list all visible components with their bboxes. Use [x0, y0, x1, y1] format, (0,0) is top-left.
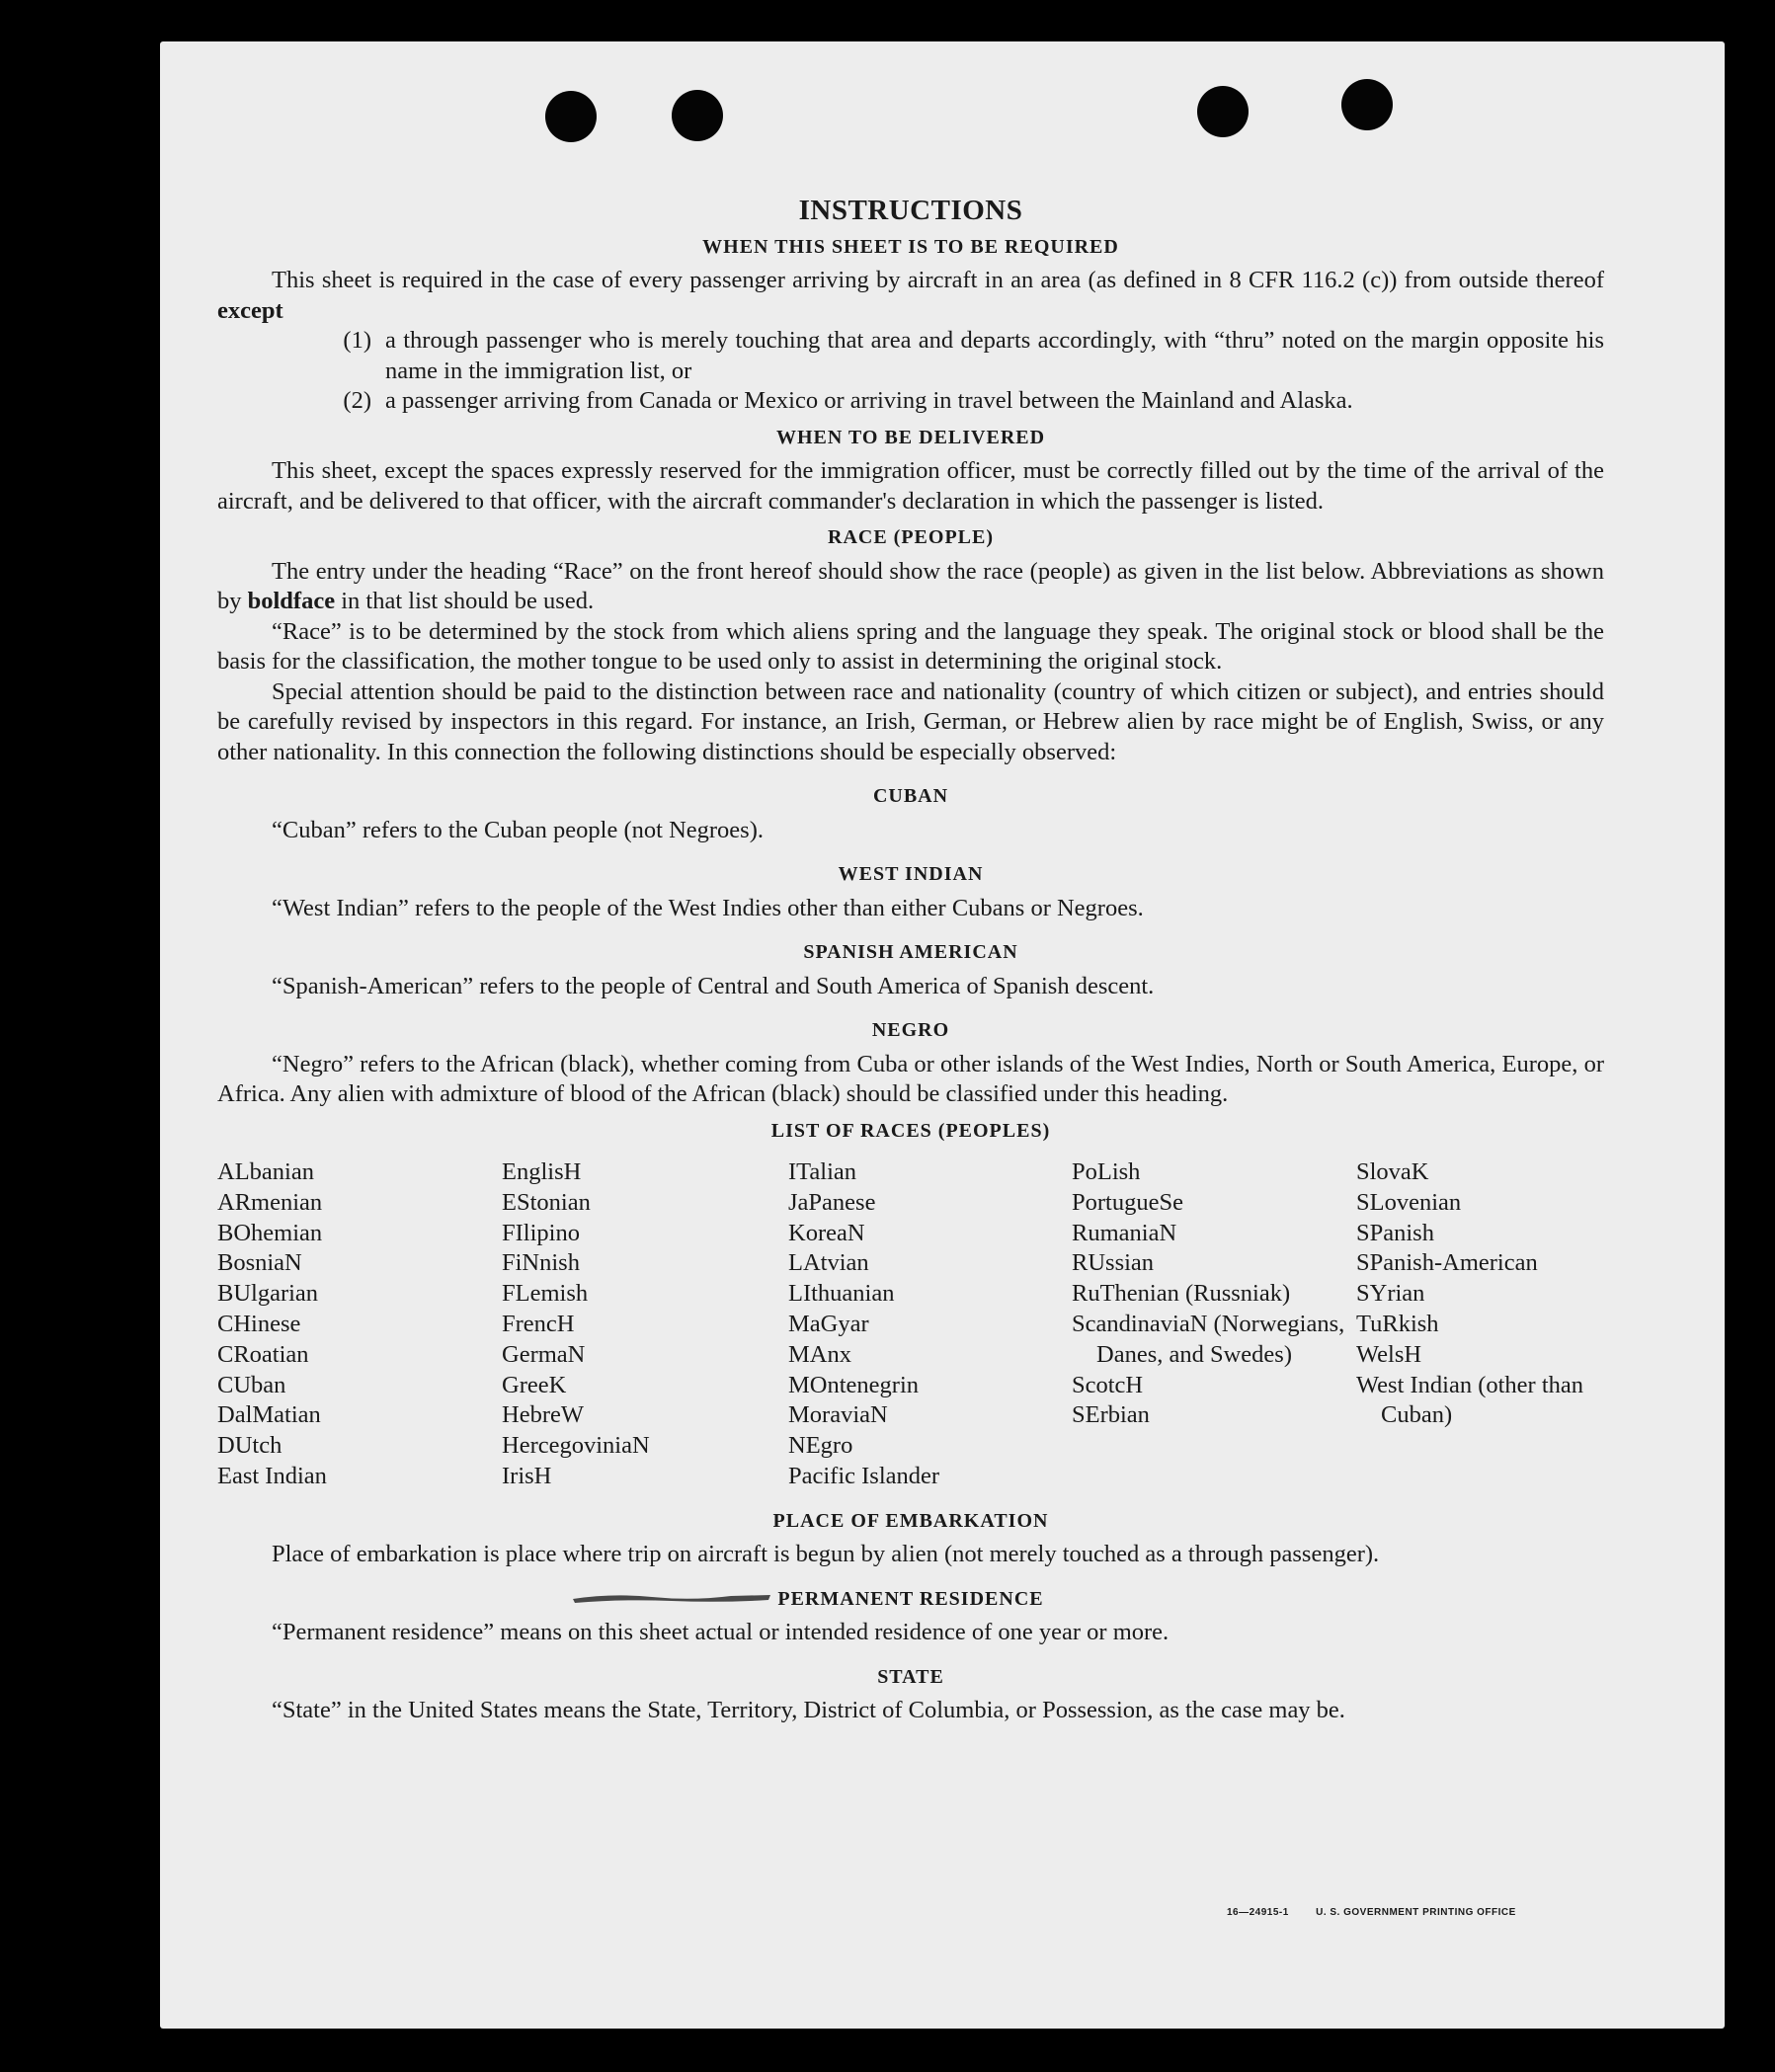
punch-hole	[1341, 79, 1393, 130]
race-item: SLovenian	[1356, 1188, 1462, 1216]
race-item: RumaniaN	[1072, 1219, 1177, 1246]
delivered-text: This sheet, except the spaces expressly reserved for the immigration officer, must be correctly filled out by the time of the arrival of the aircraft, and be delivered to that officer, with the aircraft commander's declaration in which the passenger is listed.	[217, 457, 1604, 515]
race-item: NEgro	[788, 1432, 853, 1460]
embarkation-text: Place of embarkation is place where trip on aircraft is begun by alien (not merely touched as a through passenger).	[272, 1541, 1380, 1568]
races-list	[217, 1157, 1604, 1492]
race-item: FiNnish	[502, 1249, 580, 1277]
race-item: HebreW	[502, 1401, 584, 1429]
race-item: LIthuanian	[788, 1280, 895, 1308]
section-heading-west-indian: WEST INDIAN	[838, 863, 984, 885]
race-item: CRoatian	[217, 1340, 309, 1368]
race-item: West Indian (other than Cuban)	[1356, 1371, 1584, 1429]
race-item: ALbanian	[217, 1158, 314, 1185]
race-paragraph-1: The entry under the heading “Race” on the front hereof should show the race (people) as given in the list below. Abbreviations as shown by boldface in that list should be used.	[217, 557, 1604, 614]
page-title: INSTRUCTIONS	[798, 195, 1023, 226]
cuban-text: “Cuban” refers to the Cuban people (not Negroes).	[272, 816, 764, 843]
race-item: DalMatian	[217, 1401, 321, 1429]
race-item: BosniaN	[217, 1249, 302, 1277]
race-item: MoraviaN	[788, 1401, 888, 1429]
punch-hole	[1197, 86, 1249, 137]
race-item: PortugueSe	[1072, 1188, 1183, 1216]
exception-item: (2) a passenger arriving from Canada or Mexico or arriving in travel between the Mainland and Alaska.	[343, 387, 1353, 414]
race-item: WelsH	[1356, 1340, 1422, 1368]
exception-list	[217, 326, 1604, 417]
race-item: BOhemian	[217, 1219, 323, 1246]
spanish-american-text: “Spanish-American” refers to the people of Central and South America of Spanish descent.	[272, 972, 1155, 999]
race-item: GreeK	[502, 1371, 567, 1398]
races-column	[788, 1157, 1072, 1492]
races-column	[1072, 1157, 1356, 1492]
west-indian-text: “West Indian” refers to the people of the West Indies other than either Cubans or Negroes.	[272, 894, 1144, 921]
race-item: East Indian	[217, 1462, 327, 1489]
residence-text: “Permanent residence” means on this sheet actual or intended residence of one year or more.	[272, 1619, 1170, 1646]
race-item: SPanish	[1356, 1219, 1434, 1246]
printer-footer	[1227, 1907, 1540, 1918]
race-item: JaPanese	[788, 1188, 876, 1216]
section-heading-negro: NEGRO	[871, 1019, 950, 1041]
race-item: DUtch	[217, 1432, 282, 1460]
instructions-body	[217, 152, 1604, 1726]
race-item: FLemish	[502, 1280, 589, 1308]
race-item: SlovaK	[1356, 1158, 1429, 1185]
negro-text: “Negro” refers to the African (black), whether coming from Cuba or other islands of the West Indies, North or South America, Europe, or Africa. Any alien with admixture of blood of the African (black) should be classified under this heading.	[217, 1050, 1604, 1107]
race-item: SPanish-American	[1356, 1249, 1538, 1277]
race-item: ScotcH	[1072, 1371, 1144, 1398]
section-heading-embarkation: PLACE OF EMBARKATION	[772, 1509, 1049, 1532]
section-heading-cuban: CUBAN	[872, 785, 949, 807]
exception-item: (1) a through passenger who is merely touching that area and departs accordingly, with “thru” noted on the margin opposite his name in the immigration list, or	[343, 327, 1604, 384]
race-item: FIlipino	[502, 1219, 580, 1246]
race-item: CHinese	[217, 1310, 301, 1337]
race-item: RuThenian (Russniak)	[1072, 1280, 1291, 1308]
race-item: EnglisH	[502, 1158, 582, 1185]
ink-smudge	[573, 1591, 770, 1605]
race-paragraph-3: Special attention should be paid to the distinction between race and nationality (country of which citizen or subject), and entries should be carefully revised by inspectors in this regard. For instance, an Irish, German, or Hebrew alien by race might be of English, Swiss, or any other nationality. In this connection the following distinctions should be especially observed:	[217, 677, 1604, 765]
punch-hole	[672, 90, 723, 141]
section-heading-spanish-american: SPANISH AMERICAN	[803, 941, 1018, 963]
race-item: GermaN	[502, 1340, 586, 1368]
race-item: ScandinaviaN (Norwegians, Danes, and Swedes)	[1072, 1310, 1345, 1368]
race-item: PoLish	[1072, 1158, 1141, 1185]
race-item: IrisH	[502, 1462, 552, 1489]
race-item: TuRkish	[1356, 1310, 1439, 1337]
race-item: CUban	[217, 1371, 286, 1398]
race-item: EStonian	[502, 1188, 591, 1216]
document-sheet	[160, 41, 1725, 2029]
form-number: 16—24915-1	[1227, 1907, 1289, 1918]
race-item: KoreaN	[788, 1219, 865, 1246]
section-heading-residence: PERMANENT RESIDENCE	[777, 1587, 1044, 1610]
section-heading-state: STATE	[877, 1665, 944, 1688]
required-intro: This sheet is required in the case of every passenger arriving by aircraft in an area (as defined in 8 CFR 116.2 (c)) from outside thereof except	[217, 267, 1604, 324]
race-item: HercegoviniaN	[502, 1432, 650, 1460]
races-column	[1356, 1157, 1604, 1492]
race-item: MaGyar	[788, 1310, 869, 1337]
race-item: ITalian	[788, 1158, 857, 1185]
race-paragraph-2: “Race” is to be determined by the stock from which aliens spring and the language they speak. The original stock or blood shall be the basis for the classification, the mother tongue to be used only to assist in determining the original stock.	[217, 617, 1604, 675]
races-column	[502, 1157, 788, 1492]
race-item: LAtvian	[788, 1249, 869, 1277]
race-item: FrencH	[502, 1310, 575, 1337]
race-item: MOntenegrin	[788, 1371, 919, 1398]
race-item: SYrian	[1356, 1280, 1425, 1308]
race-item: SErbian	[1072, 1401, 1150, 1429]
section-heading-race: RACE (PEOPLE)	[828, 526, 994, 548]
race-item: BUlgarian	[217, 1280, 319, 1308]
race-item: MAnx	[788, 1340, 851, 1368]
punch-hole	[545, 91, 597, 142]
race-item: ARmenian	[217, 1188, 323, 1216]
section-heading-delivered: WHEN TO BE DELIVERED	[775, 426, 1046, 448]
state-text: “State” in the United States means the State, Territory, District of Columbia, or Possession, as the case may be.	[272, 1697, 1345, 1724]
races-column	[217, 1157, 502, 1492]
race-item: RUssian	[1072, 1249, 1155, 1277]
printer-imprint: U. S. GOVERNMENT PRINTING OFFICE	[1316, 1907, 1516, 1918]
section-heading-races-list: LIST OF RACES (PEOPLES)	[770, 1119, 1051, 1142]
section-heading-required: WHEN THIS SHEET IS TO BE REQUIRED	[702, 235, 1119, 258]
race-item: Pacific Islander	[788, 1462, 940, 1489]
